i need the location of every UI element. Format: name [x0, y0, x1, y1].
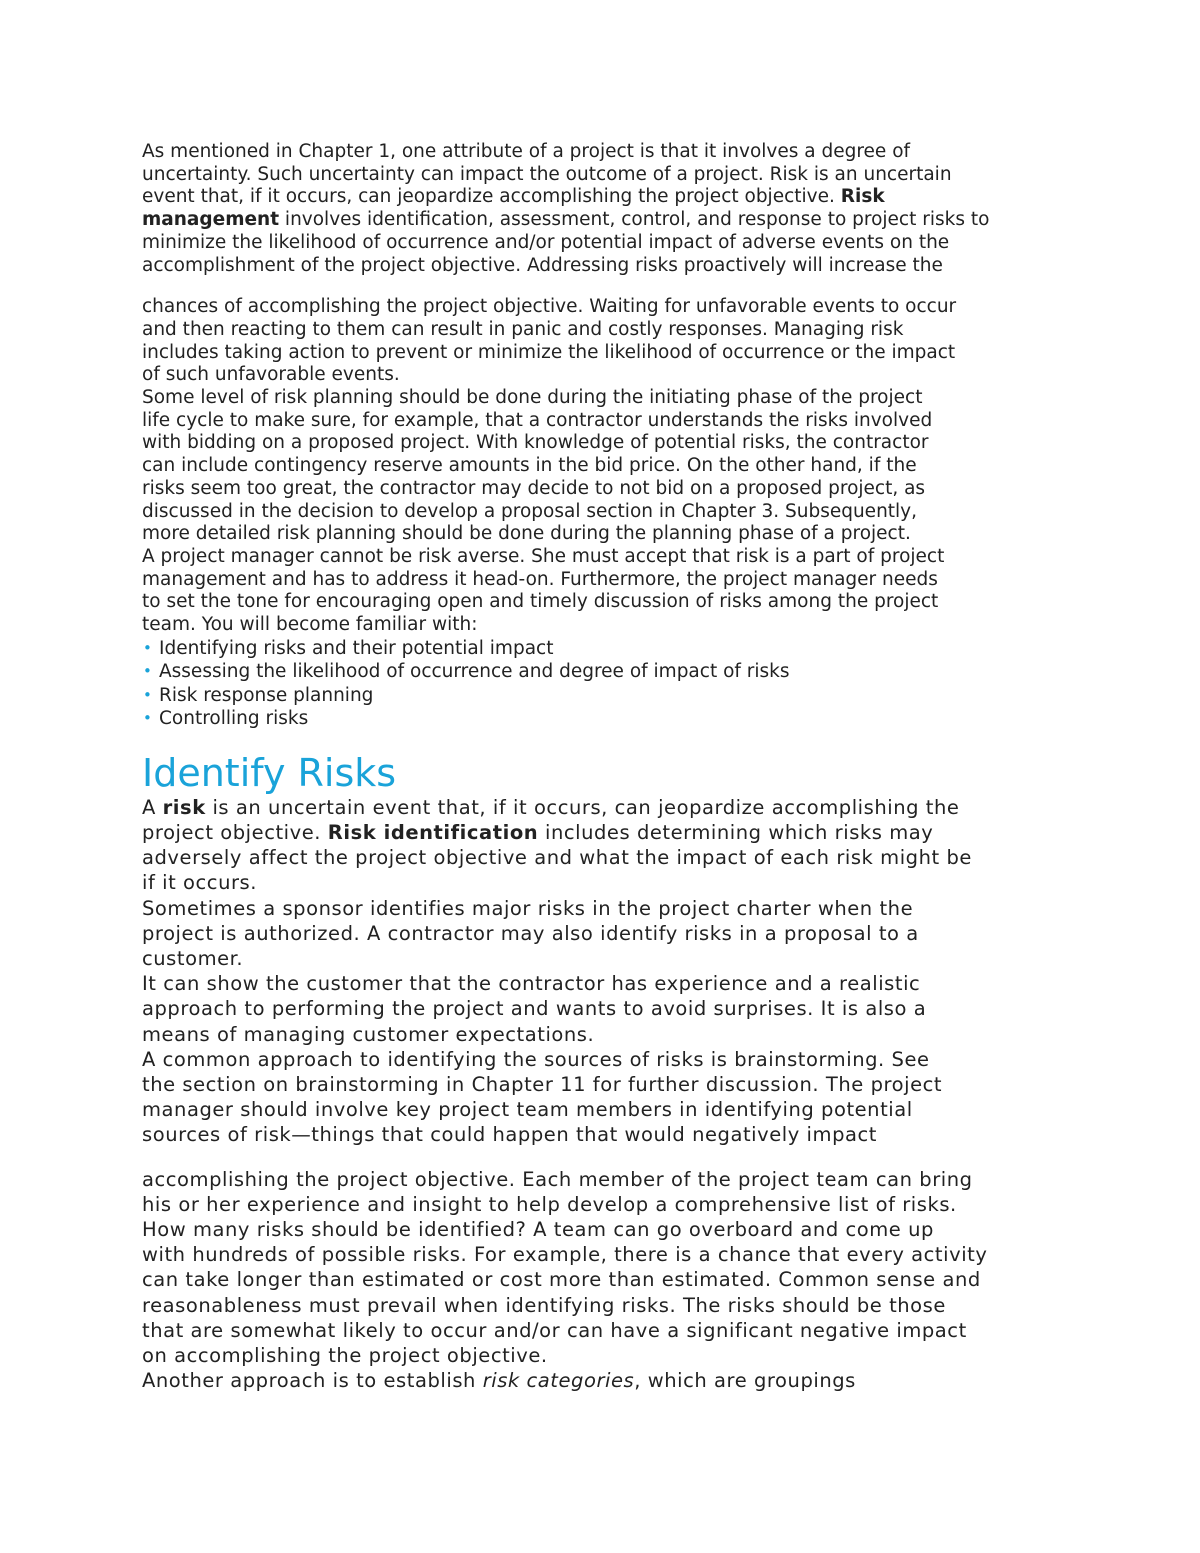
- bullet-icon: •: [143, 638, 152, 657]
- text-line: [142, 820, 1052, 845]
- text-line: life cycle to make sure, for example, that a contractor understands the risks involved: [142, 409, 933, 431]
- list-item-text: Assessing the likelihood of occurrence and degree of impact of risks: [159, 661, 790, 683]
- text-line: of such unfavorable events.: [142, 364, 400, 386]
- text-line: How many risks should be identified? A team can go overboard and come up: [142, 1218, 934, 1242]
- text-line: [142, 795, 1052, 820]
- list-item-text: Risk response planning: [159, 684, 374, 706]
- text-line: his or her experience and insight to help develop a comprehensive list of risks.: [142, 1192, 957, 1216]
- list-item: [142, 707, 1052, 731]
- text-line: manager should involve key project team members in identifying potential: [142, 1098, 913, 1122]
- text-span: A: [142, 795, 163, 819]
- text-line: with hundreds of possible risks. For example, there is a chance that every activity: [142, 1243, 988, 1267]
- text-line: adversely affect the project objective and what the impact of each risk might be: [142, 846, 972, 870]
- text-line: [142, 186, 1052, 209]
- text-line: includes taking action to prevent or minimize the likelihood of occurrence or the impact: [142, 341, 956, 363]
- text-span: Another approach is to establish: [142, 1369, 483, 1393]
- text-span: , which are groupings: [634, 1369, 856, 1393]
- text-span: event that, if it occurs, can jeopardize accomplishing the project objective.: [142, 186, 841, 208]
- list-item: [142, 637, 1052, 661]
- section-heading: Identify Risks: [142, 750, 397, 795]
- text-line: on accomplishing the project objective.: [142, 1344, 548, 1368]
- text-line: sources of risk—things that could happen that would negatively impact: [142, 1123, 877, 1147]
- text-line: team. You will become familiar with:: [142, 614, 478, 636]
- text-line: project is authorized. A contractor may also identify risks in a proposal to a: [142, 921, 919, 945]
- text-span: involves identification, assessment, control, and response to project risks to: [279, 209, 990, 231]
- text-line: if it occurs.: [142, 871, 257, 895]
- bold-term: Risk identification: [327, 820, 539, 844]
- text-line: chances of accomplishing the project objective. Waiting for unfavorable events to occur: [142, 296, 957, 318]
- text-line: more detailed risk planning should be done during the planning phase of a project.: [142, 523, 911, 545]
- text-line: Sometimes a sponsor identifies major risks in the project charter when the: [142, 896, 914, 920]
- bullet-icon: •: [143, 662, 152, 681]
- italic-term: risk categories: [482, 1369, 635, 1393]
- text-span: is an uncertain event that, if it occurs, can jeopardize accomplishing the: [205, 795, 960, 819]
- text-line: As mentioned in Chapter 1, one attribute of a project is that it involves a degree of: [142, 141, 911, 162]
- text-line: It can show the customer that the contractor has experience and a realistic: [142, 972, 921, 996]
- text-span: project objective.: [142, 820, 328, 844]
- text-line: A common approach to identifying the sources of risks is brainstorming. See: [142, 1047, 930, 1071]
- list-item: [142, 660, 1052, 684]
- text-line: [142, 209, 1052, 232]
- text-line: with bidding on a proposed project. With knowledge of potential risks, the contractor: [142, 432, 929, 454]
- text-line: uncertainty. Such uncertainty can impact the outcome of a project. Risk is an uncertain: [142, 163, 952, 185]
- text-line: management and has to address it head-on. Furthermore, the project manager needs: [142, 568, 938, 590]
- bold-term: Risk: [840, 186, 885, 208]
- text-span: includes determining which risks may: [538, 820, 934, 844]
- text-line: to set the tone for encouraging open and timely discussion of risks among the project: [142, 591, 939, 613]
- text-line: can take longer than estimated or cost more than estimated. Common sense and: [142, 1268, 981, 1292]
- text-line: approach to performing the project and wants to avoid surprises. It is also a: [142, 997, 927, 1021]
- text-line: means of managing customer expectations.: [142, 1022, 595, 1046]
- paragraph-gap: [142, 1148, 1052, 1167]
- bullet-list: [142, 637, 1052, 731]
- text-line: the section on brainstorming in Chapter 11 for further discussion. The project: [142, 1073, 943, 1096]
- bold-term: risk: [162, 795, 206, 819]
- paragraph-gap: [142, 277, 1052, 296]
- text-line: discussed in the decision to develop a proposal section in Chapter 3. Subsequently,: [142, 500, 918, 522]
- text-line: and then reacting to them can result in panic and costly responses. Managing risk: [142, 318, 904, 340]
- text-line: risks seem too great, the contractor may decide to not bid on a proposed project, as: [142, 477, 926, 499]
- text-line: accomplishing the project objective. Each member of the project team can bring: [142, 1167, 973, 1191]
- bold-term: management: [142, 209, 280, 231]
- text-line: can include contingency reserve amounts in the bid price. On the other hand, if the: [142, 455, 917, 477]
- text-line: reasonableness must prevail when identifying risks. The risks should be those: [142, 1293, 946, 1317]
- list-item-text: Identifying risks and their potential impact: [159, 637, 554, 659]
- text-line: minimize the likelihood of occurrence and/or potential impact of adverse events on the: [142, 231, 950, 253]
- bullet-icon: •: [143, 709, 152, 728]
- list-item-text: Controlling risks: [159, 708, 309, 730]
- text-line: that are somewhat likely to occur and/or can have a significant negative impact: [142, 1318, 967, 1342]
- bullet-icon: •: [143, 685, 152, 704]
- document-page: [142, 141, 1052, 1393]
- list-item: [142, 684, 1052, 708]
- text-line: accomplishment of the project objective. Addressing risks proactively will increase the: [142, 254, 943, 276]
- text-line: A project manager cannot be risk averse. She must accept that risk is a part of project: [142, 545, 945, 567]
- text-line: [142, 1368, 1052, 1393]
- text-line: Some level of risk planning should be done during the initiating phase of the project: [142, 387, 923, 409]
- text-line: customer.: [142, 946, 244, 970]
